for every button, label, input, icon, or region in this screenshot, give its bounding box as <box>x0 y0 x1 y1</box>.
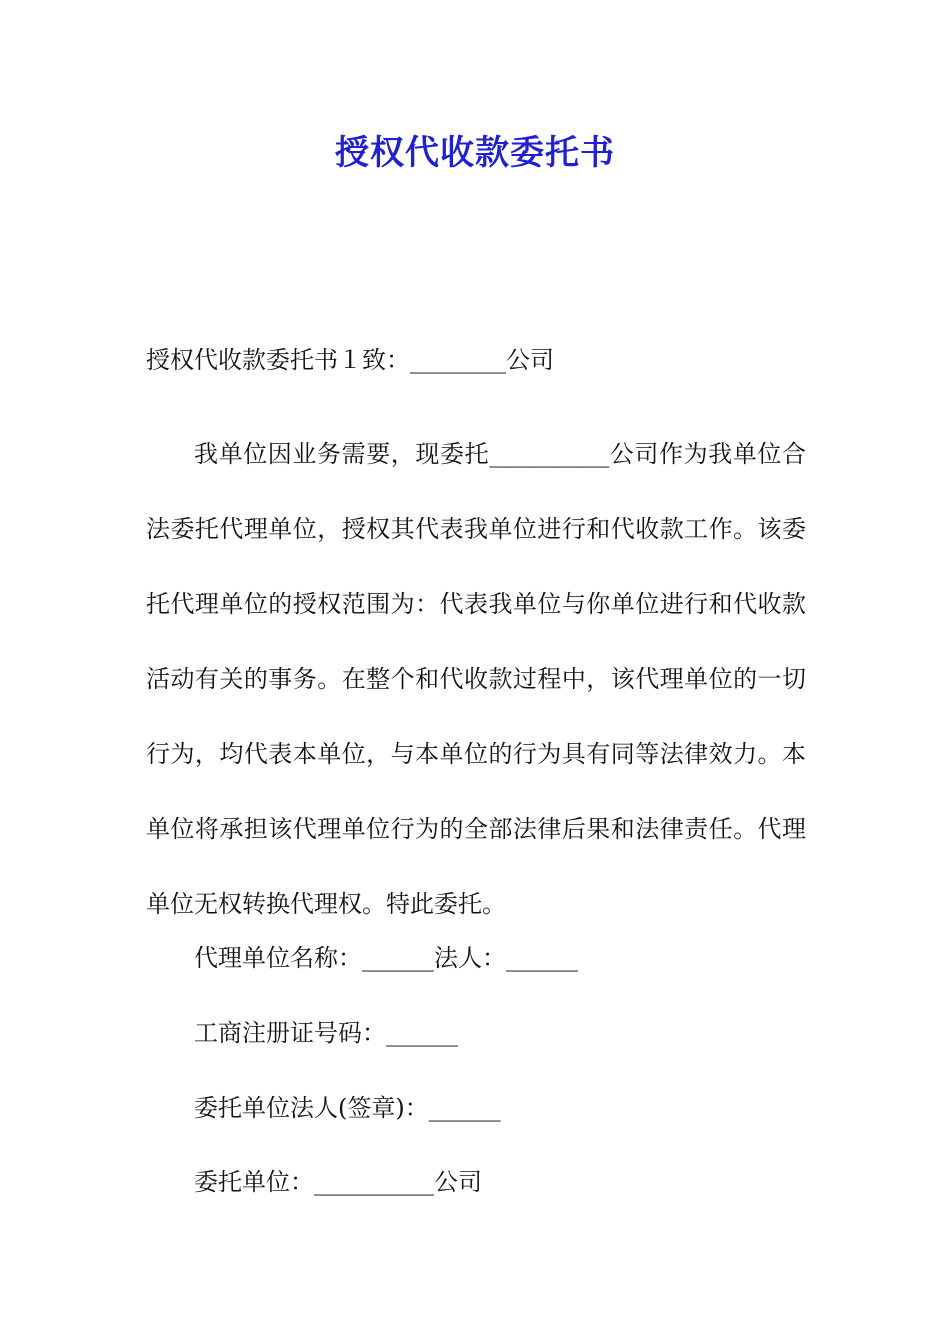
entrusting-unit-line: 委托单位：__________公司 <box>194 1168 482 1196</box>
opening-line: 授权代收款委托书１致：________公司 <box>146 346 554 374</box>
legal-representative-line: 委托单位法人(签章)：______ <box>194 1094 501 1122</box>
registration-number-line: 工商注册证号码：______ <box>194 1019 458 1047</box>
document-title: 授权代收款委托书 <box>335 133 615 173</box>
main-paragraph: 我单位因业务需要，现委托__________公司作为我单位合法委托代理单位，授权其代表我单位进行和代收款工作。该委托代理单位的授权范围为：代表我单位与你单位进行和代收款活动有关的事务。在整个和代收款过程中，该代理单位的一切行为，均代表本单位，与本单位的行为具有同等法律效力。本单位将承担该代理单位行为的全部法律后果和法律责任。代理单位无权转换代理权。特此委托。 <box>146 440 806 918</box>
agent-name-line: 代理单位名称：______法人：______ <box>194 944 578 972</box>
